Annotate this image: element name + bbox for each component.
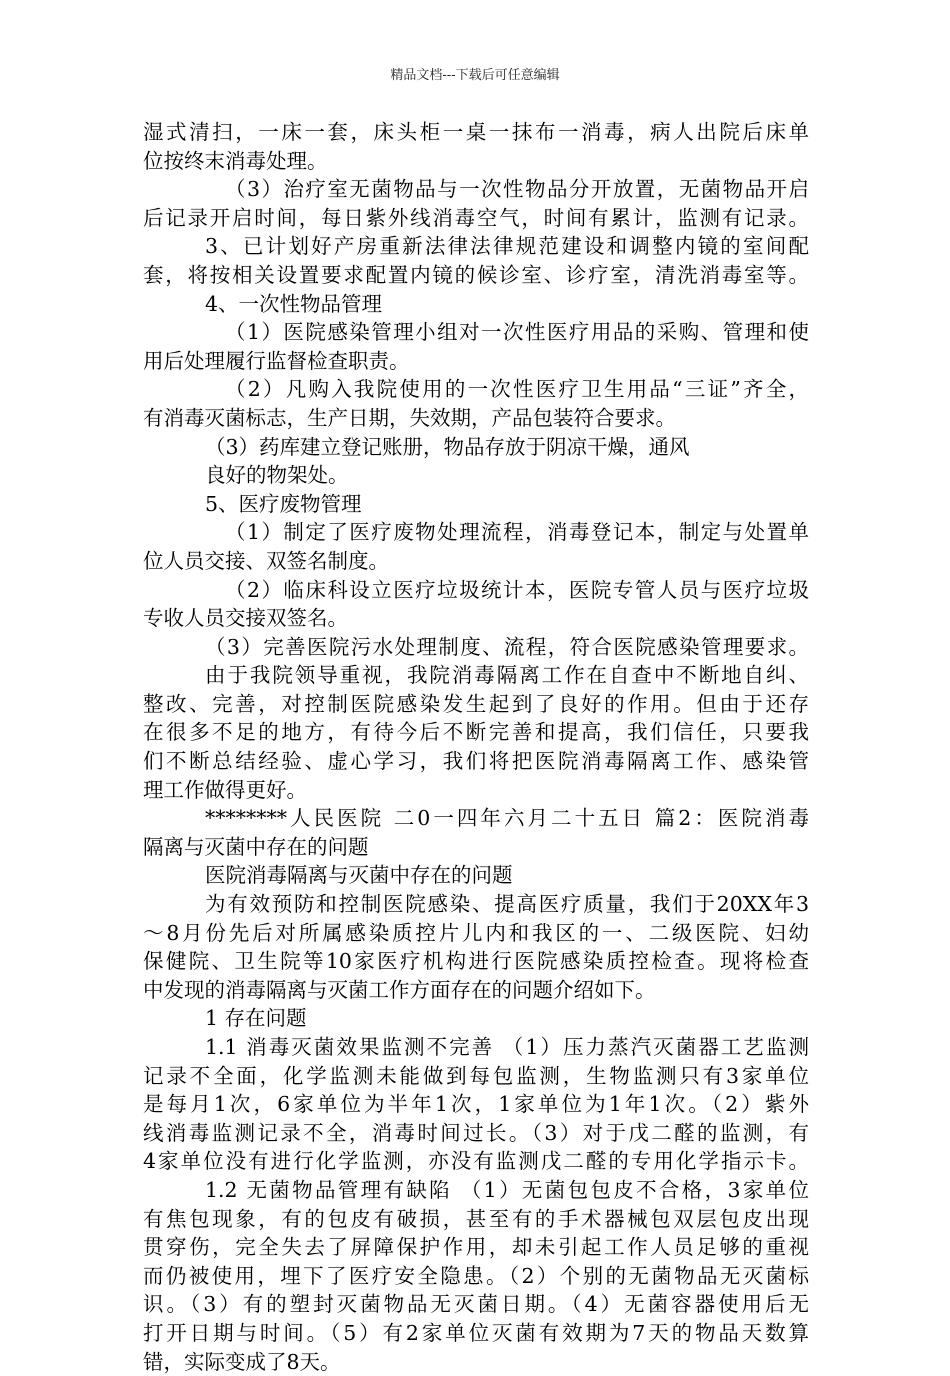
text-line: ********人民医院 二0一四年六月二十五日 篇2：医院消毒 — [205, 806, 809, 831]
text-line: 位人员交接、双签名制度。 — [143, 548, 389, 573]
text-line: 贯穿伤，完全失去了屏障保护作用，却未引起工作人员足够的重视 — [143, 1235, 809, 1260]
text-line: 4、一次性物品管理 — [205, 291, 383, 316]
text-line: 保健院、卫生院等10家医疗机构进行医院感染质控检查。现将检查 — [143, 949, 809, 974]
text-line: 位按终末消毒处理。 — [143, 148, 328, 173]
text-line: （3）药库建立登记账册，物品存放于阴凉干燥，通风 — [205, 434, 690, 459]
text-line: 由于我院领导重视，我院消毒隔离工作在自查中不断地自纠、 — [205, 663, 809, 688]
page-header: 精品文档---下载后可任意编辑 — [390, 68, 560, 83]
text-line: 们不断总结经验、虚心学习，我们将把医院消毒隔离工作、感染管 — [143, 749, 809, 774]
text-line: 1.2 无菌物品管理有缺陷 （1）无菌包包皮不合格，3家单位 — [205, 1177, 809, 1202]
text-line: 套，将按相关设置要求配置内镜的候诊室、诊疗室，清洗消毒室等。 — [143, 262, 809, 287]
text-line: 而仍被使用，埋下了医疗安全隐患。（2）个别的无菌物品无灭菌标 — [143, 1263, 809, 1288]
text-line: ～8月份先后对所属感染质控片儿内和我区的一、二级医院、妇幼 — [143, 920, 809, 945]
text-line: 后记录开启时间，每日紫外线消毒空气，时间有累计，监测有记录。 — [143, 205, 809, 230]
text-line: （2）凡购入我院使用的一次性医疗卫生用品“三证”齐全， — [225, 377, 809, 402]
text-line: 用后处理履行监督检查职责。 — [143, 348, 410, 373]
text-line: 隔离与灭菌中存在的问题 — [143, 834, 369, 859]
text-line: 理工作做得更好。 — [143, 777, 307, 802]
text-line: 有焦包现象，有的包皮有破损，甚至有的手术器械包双层包皮出现 — [143, 1206, 809, 1231]
text-line: 1.1 消毒灭菌效果监测不完善 （1）压力蒸汽灭菌器工艺监测 — [205, 1035, 809, 1059]
text-line: 整改、完善，对控制医院感染发生起到了良好的作用。但由于还存 — [143, 691, 809, 716]
text-line: 识。（3）有的塑封灭菌物品无灭菌日期。（4）无菌容器使用后无 — [143, 1292, 809, 1317]
text-line: （1）制定了医疗废物处理流程，消毒登记本，制定与处置单 — [225, 520, 809, 545]
text-line: 1 存在问题 — [205, 1006, 307, 1031]
text-line: 医院消毒隔离与灭菌中存在的问题 — [205, 863, 513, 888]
text-line: 记录不全面，化学监测未能做到每包监测，生物监测只有3家单位 — [143, 1063, 809, 1088]
text-line: 打开日期与时间。（5）有2家单位灭菌有效期为7天的物品天数算 — [143, 1320, 809, 1345]
text-line: 是每月1次，6家单位为半年1次，1家单位为1年1次。（2）紫外 — [143, 1092, 809, 1117]
text-line: 中发现的消毒隔离与灭菌工作方面存在的问题介绍如下。 — [143, 977, 656, 1002]
text-line: 在很多不足的地方，有待今后不断完善和提高，我们信任，只要我 — [143, 720, 809, 745]
document-body — [143, 118, 809, 1376]
text-line: 湿式清扫，一床一套，床头柜一桌一抹布一消毒，病人出院后床单 — [143, 120, 809, 144]
text-line: 错，实际变成了8天。 — [143, 1349, 341, 1374]
text-line: 4家单位没有进行化学监测，亦没有监测戊二醛的专用化学指示卡。 — [143, 1149, 809, 1174]
text-line: 为有效预防和控制医院感染、提高医疗质量，我们于20XX年3 — [205, 892, 809, 917]
text-line: 3、已计划好产房重新法律法律规范建设和调整内镜的室间配 — [205, 234, 809, 259]
text-line: 专收人员交接双签名。 — [143, 606, 348, 631]
text-line: （3）完善医院污水处理制度、流程，符合医院感染管理要求。 — [205, 634, 809, 659]
text-line: （3）治疗室无菌物品与一次性物品分开放置，无菌物品开启 — [225, 177, 809, 202]
text-line: （1）医院感染管理小组对一次性医疗用品的采购、管理和使 — [225, 320, 809, 345]
text-line: 良好的物架处。 — [205, 463, 349, 488]
text-line: 有消毒灭菌标志，生产日期，失效期，产品包装符合要求。 — [143, 405, 676, 430]
text-line: （2）临床科设立医疗垃圾统计本，医院专管人员与医疗垃圾 — [225, 577, 809, 602]
text-line: 线消毒监测记录不全，消毒时间过长。（3）对于戊二醛的监测，有 — [143, 1120, 809, 1145]
text-line: 5、医疗废物管理 — [205, 491, 362, 516]
